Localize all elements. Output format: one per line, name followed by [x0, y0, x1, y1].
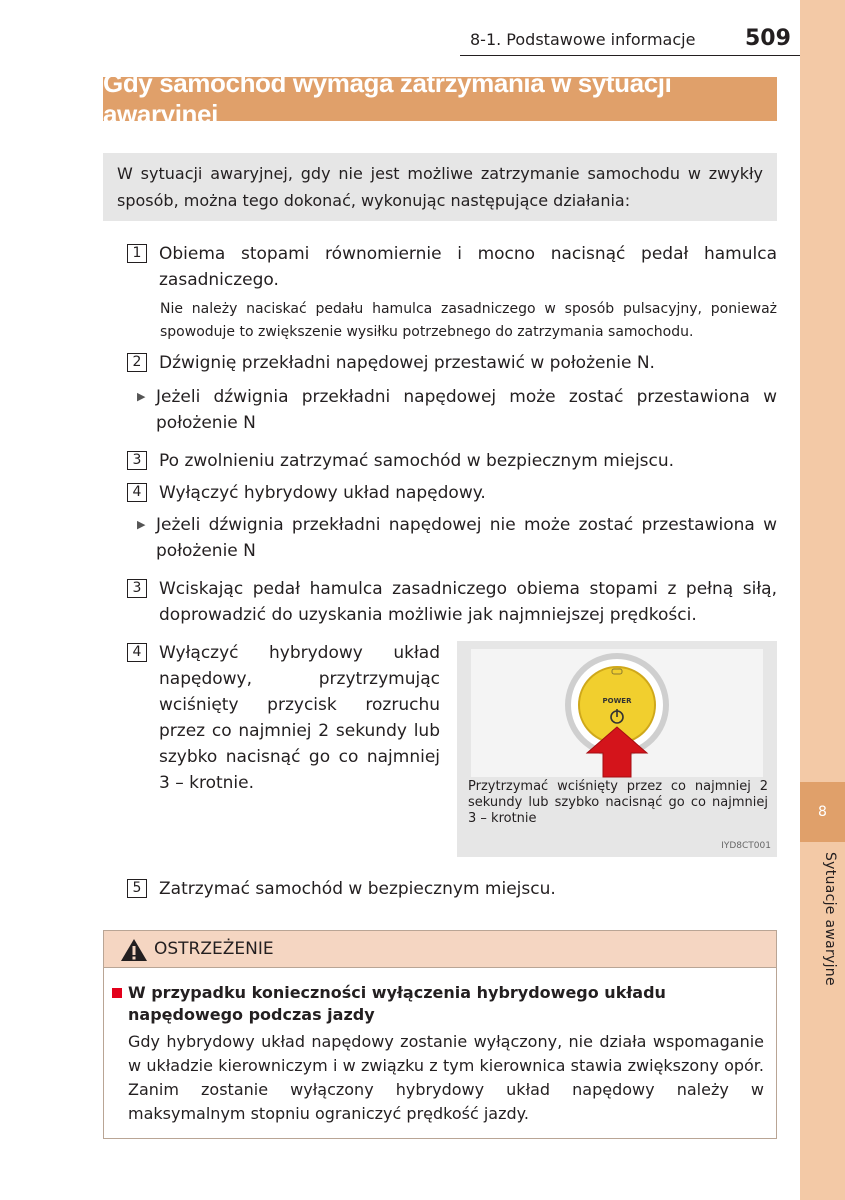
figure-code: IYD8CT001	[721, 841, 771, 851]
header-divider	[460, 55, 800, 56]
step-text: Obiema stopami równomiernie i mocno nacisnąć pedał hamulca zasadniczego.	[159, 244, 777, 290]
power-label: POWER	[602, 697, 632, 705]
step-number: 3	[127, 579, 147, 598]
side-tab	[800, 0, 845, 1200]
step-number: 5	[127, 879, 147, 898]
warning-header	[103, 930, 777, 968]
section-header: 8-1. Podstawowe informacje	[470, 30, 696, 49]
step-number: 1	[127, 244, 147, 263]
warning-text: Gdy hybrydowy układ napędowy zostanie wyłączony, nie działa wspomaganie w układzie kierowniczym i w związku z tym kierownica stawia zwiększony opór. Zanim zostanie wyłączony hybrydowy układ napędowy należy w maksymalnym stopniu ograniczyć prędkość jazdy.	[128, 1032, 764, 1123]
warning-subtitle: W przypadku konieczności wyłączenia hybrydowego układu napędowego podczas jazdy	[128, 983, 666, 1024]
figure-caption: Przytrzymać wciśnięty przez co najmniej 2 sekundy lub szybko nacisnąć go co najmniej 3 – krotnie	[468, 779, 768, 826]
step-number: 3	[127, 451, 147, 470]
warning-triangle-icon	[120, 938, 148, 962]
warning-body	[103, 968, 777, 1139]
page-number: 509	[745, 26, 791, 51]
step-number: 2	[127, 353, 147, 372]
step-text: Wyłączyć hybrydowy układ napędowy.	[159, 483, 486, 503]
step-text: Dźwignię przekładni napędowej przestawić w położenie N.	[159, 353, 655, 373]
triangle-bullet-icon: ▶	[137, 390, 146, 403]
red-square-bullet-icon	[112, 988, 122, 998]
step-text: Po zwolnieniu zatrzymać samochód w bezpiecznym miejscu.	[159, 451, 675, 471]
warning-title: OSTRZEŻENIE	[154, 939, 274, 959]
intro-text: W sytuacji awaryjnej, gdy nie jest możliwe zatrzymanie samochodu w zwykły sposób, można tego dokonać, wykonując następujące działania:	[103, 153, 777, 221]
step-number: 4	[127, 643, 147, 662]
chapter-label: Sytuacje awaryjne	[822, 852, 838, 986]
step-text: Wyłączyć hybrydowy układ napędowy, przytrzymując wciśnięty przycisk rozruchu przez co najmniej 2 sekundy lub szybko nacisnąć go co najmniej 3 – krotnie.	[159, 643, 440, 793]
step-number: 4	[127, 483, 147, 502]
page-title: Gdy samochód wymaga zatrzymania w sytuacji awaryjnej	[103, 77, 777, 121]
branch-2: Jeżeli dźwignia przekładni napędowej nie może zostać przestawiona w położenie N	[156, 515, 777, 561]
branch-1: Jeżeli dźwignia przekładni napędowej może zostać przestawiona w położenie N	[156, 387, 777, 433]
step-text: Zatrzymać samochód w bezpiecznym miejscu.	[159, 879, 556, 899]
step-1-note: Nie należy naciskać pedału hamulca zasadniczego w sposób pulsacyjny, ponieważ spowoduje to zwiększenie wysiłku potrzebnego do zatrzymania samochodu.	[160, 301, 777, 340]
triangle-bullet-icon: ▶	[137, 518, 146, 531]
chapter-number: 8	[800, 782, 845, 842]
step-text: Wciskając pedał hamulca zasadniczego obiema stopami z pełną siłą, doprowadzić do uzyskania możliwie jak najmniejszej prędkości.	[159, 579, 777, 625]
